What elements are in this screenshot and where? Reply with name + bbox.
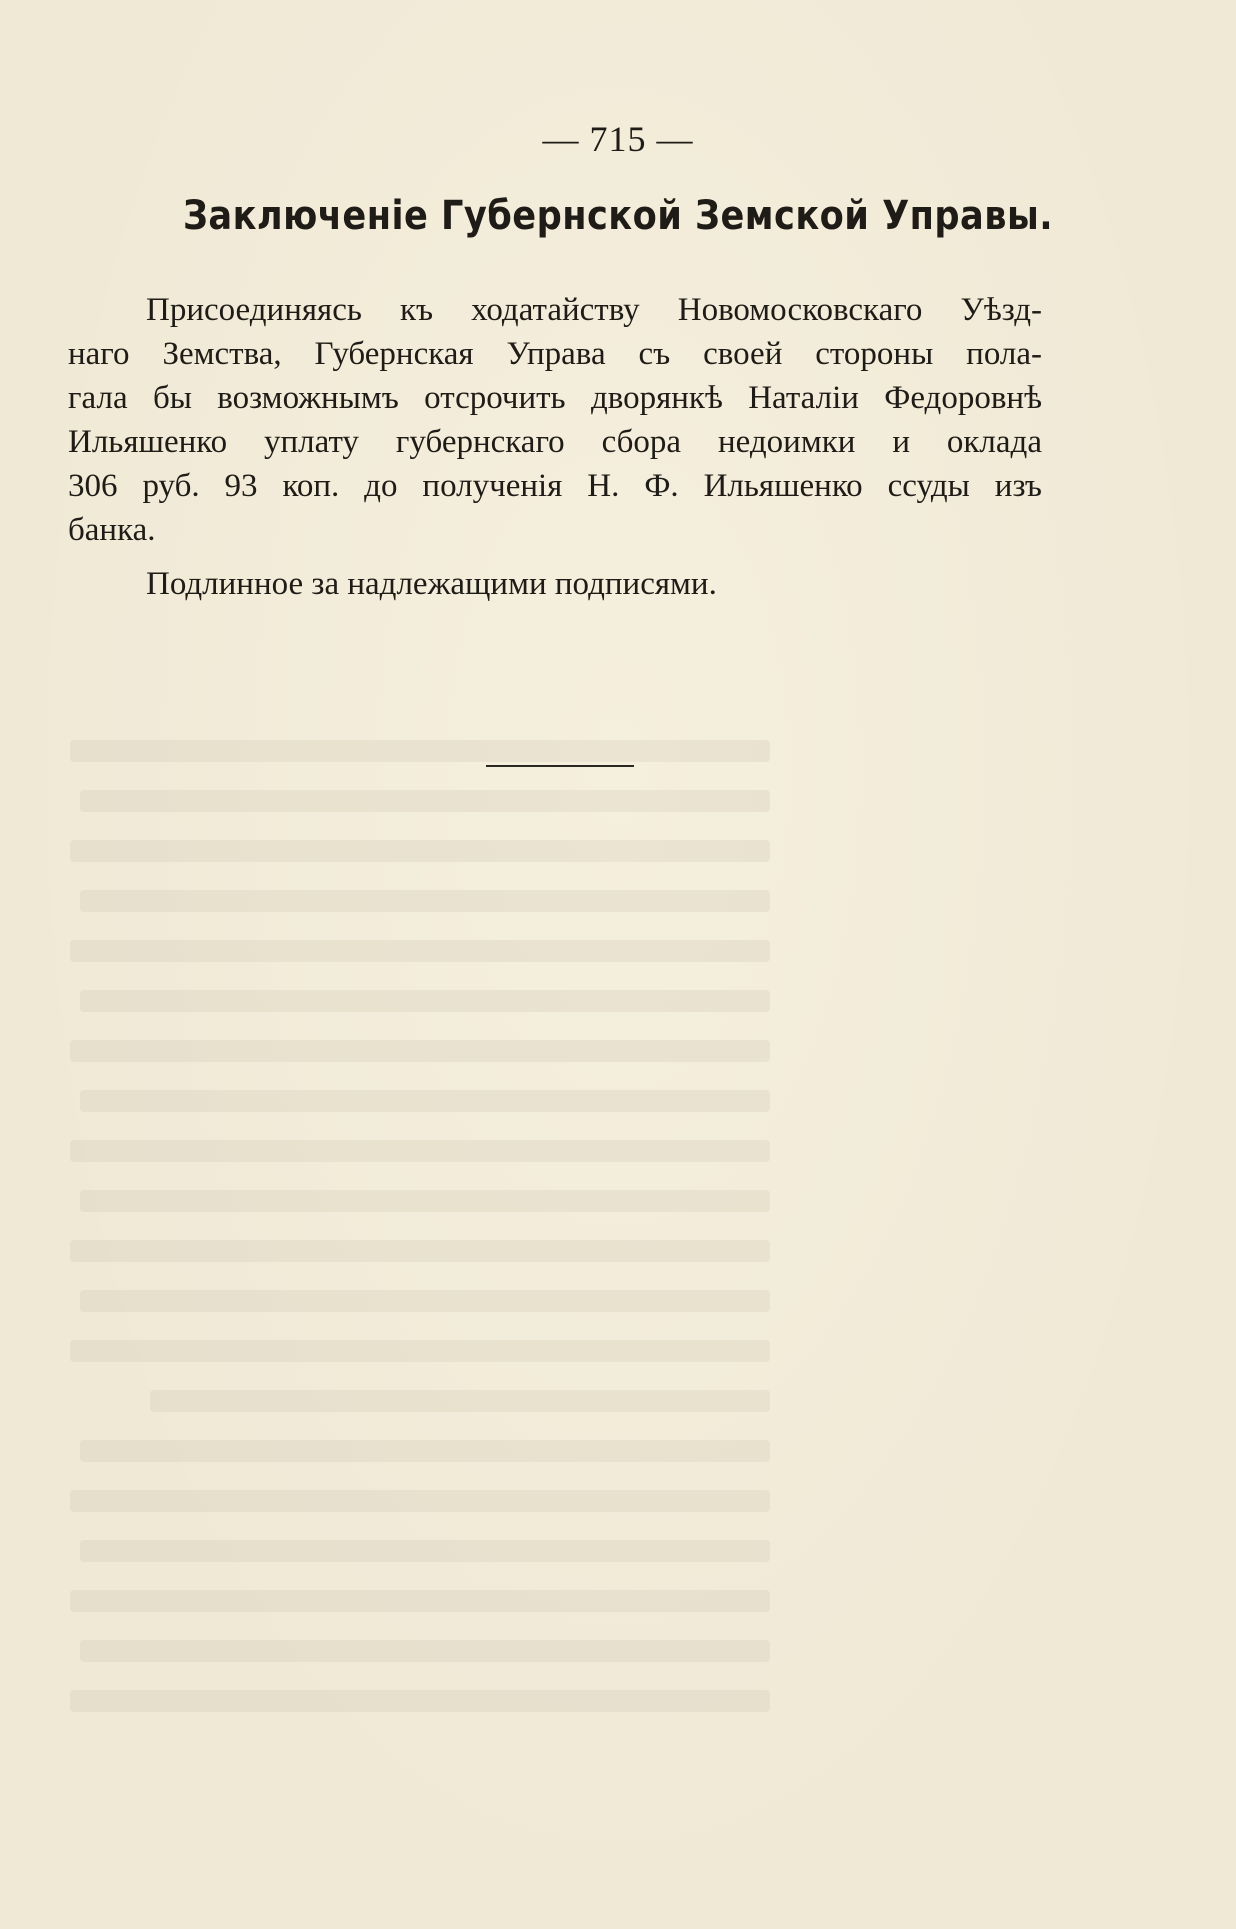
bleed-through-line xyxy=(80,1190,770,1212)
bleed-through-line xyxy=(80,1540,770,1562)
bleed-through-line xyxy=(70,840,770,862)
bleed-through-line xyxy=(70,940,770,962)
bleed-through-line xyxy=(80,1640,770,1662)
bleed-through-line xyxy=(70,1490,770,1512)
bleed-through-line xyxy=(80,890,770,912)
bleed-through-line xyxy=(70,1040,770,1062)
bleed-through-line xyxy=(150,1390,770,1412)
bleed-through-line xyxy=(70,740,770,762)
bleed-through-line xyxy=(70,1690,770,1712)
signature-note: Подлинное за надлежащими подписями. xyxy=(146,566,717,602)
body-line: Ильяшенко уплату губернскаго сбора недоимки и оклада xyxy=(68,424,1042,460)
body-line: 306 руб. 93 коп. до полученія Н. Ф. Ильяшенко ссуды изъ xyxy=(68,468,1042,504)
bleed-through-line xyxy=(80,1440,770,1462)
bleed-through-line xyxy=(70,1140,770,1162)
separator-rule xyxy=(486,765,634,767)
bleed-through-line xyxy=(70,1240,770,1262)
section-heading: Заключеніе Губернской Земской Управы. xyxy=(182,193,1054,239)
bleed-through-line xyxy=(80,1290,770,1312)
bleed-through-line xyxy=(80,790,770,812)
bleed-through-line xyxy=(80,1090,770,1112)
bleed-through-line xyxy=(70,1340,770,1362)
body-line: наго Земства, Губернская Управа съ своей стороны пола- xyxy=(68,336,1042,372)
body-line: Присоединяясь къ ходатайству Новомосковскаго Уѣзд- xyxy=(146,292,1042,328)
body-line: гала бы возможнымъ отсрочить дворянкѣ Наталіи Федоровнѣ xyxy=(68,380,1042,416)
body-line: банка. xyxy=(68,512,156,548)
bleed-through-line xyxy=(70,1590,770,1612)
body-paragraph xyxy=(68,288,1042,552)
page-number: — 715 — xyxy=(542,119,694,159)
bleed-through-line xyxy=(80,990,770,1012)
